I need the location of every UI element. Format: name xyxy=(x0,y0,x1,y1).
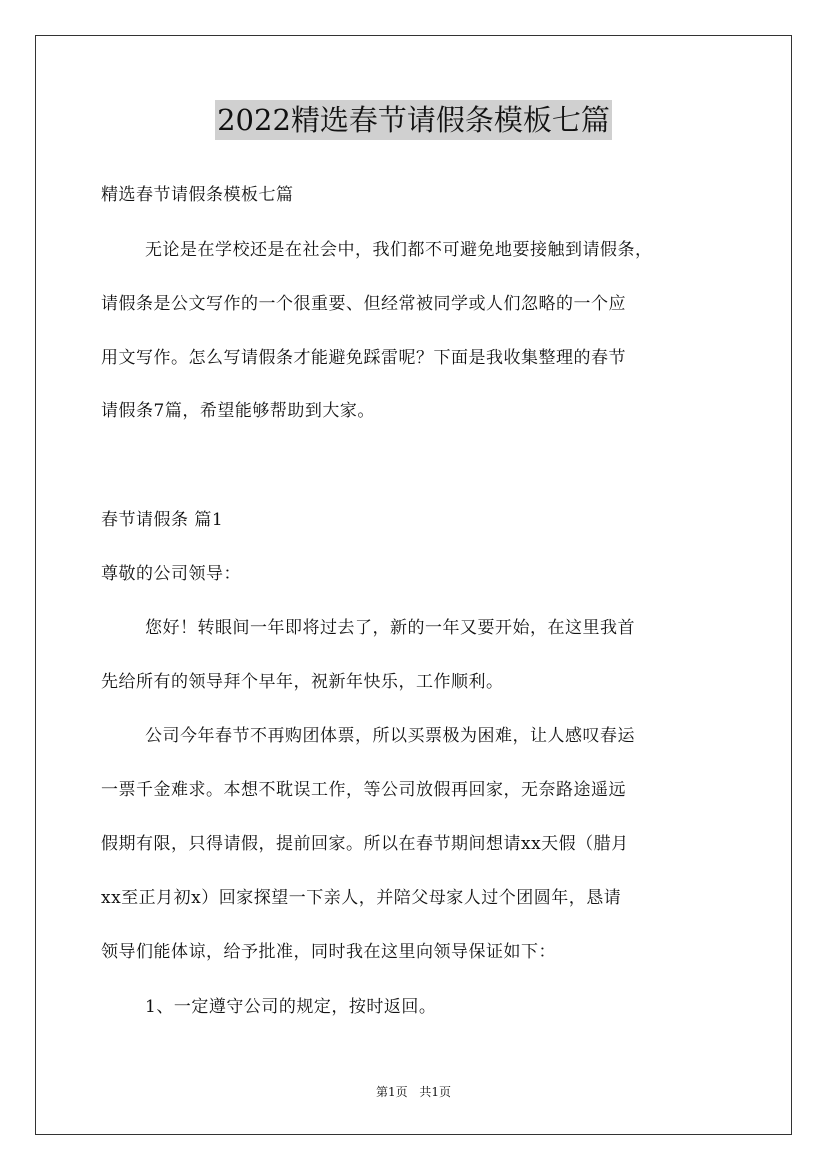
para2-line-2: 一票千金难求。本想不耽误工作，等公司放假再回家，无奈路途遥远 xyxy=(101,780,626,800)
intro-line-1: 无论是在学校还是在社会中，我们都不可避免地要接触到请假条， xyxy=(145,240,653,260)
document-subtitle: 精选春节请假条模板七篇 xyxy=(101,185,294,205)
page-footer xyxy=(0,1084,827,1100)
document-title: 2022精选春节请假条模板七篇 xyxy=(215,100,612,140)
salutation: 尊敬的公司领导： xyxy=(101,564,241,584)
para2-line-4: xx至正月初x）回家探望一下亲人，并陪父母家人过个团圆年，恳请 xyxy=(101,888,622,908)
para2-line-3: 假期有限，只得请假，提前回家。所以在春节期间想请xx天假（腊月 xyxy=(101,834,629,854)
section-heading: 春节请假条 篇1 xyxy=(101,510,224,530)
para1-line-2: 先给所有的领导拜个早年，祝新年快乐，工作顺利。 xyxy=(101,672,504,692)
page-number-current: 第1页 xyxy=(375,1085,408,1099)
para1-line-1: 您好！转眼间一年即将过去了，新的一年又要开始，在这里我首 xyxy=(145,618,635,638)
page-number-total: 共1页 xyxy=(419,1085,452,1099)
para2-line-1: 公司今年春节不再购团体票，所以买票极为困难，让人感叹春运 xyxy=(145,726,635,746)
title-container xyxy=(0,100,827,140)
intro-line-2: 请假条是公文写作的一个很重要、但经常被同学或人们忽略的一个应 xyxy=(101,294,626,314)
intro-line-4: 请假条7篇，希望能够帮助到大家。 xyxy=(101,401,375,421)
list-item-1: 1、一定遵守公司的规定，按时返回。 xyxy=(145,997,437,1017)
intro-line-3: 用文写作。怎么写请假条才能避免踩雷呢？下面是我收集整理的春节 xyxy=(101,348,626,368)
para2-line-5: 领导们能体谅，给予批准，同时我在这里向领导保证如下： xyxy=(101,942,556,962)
